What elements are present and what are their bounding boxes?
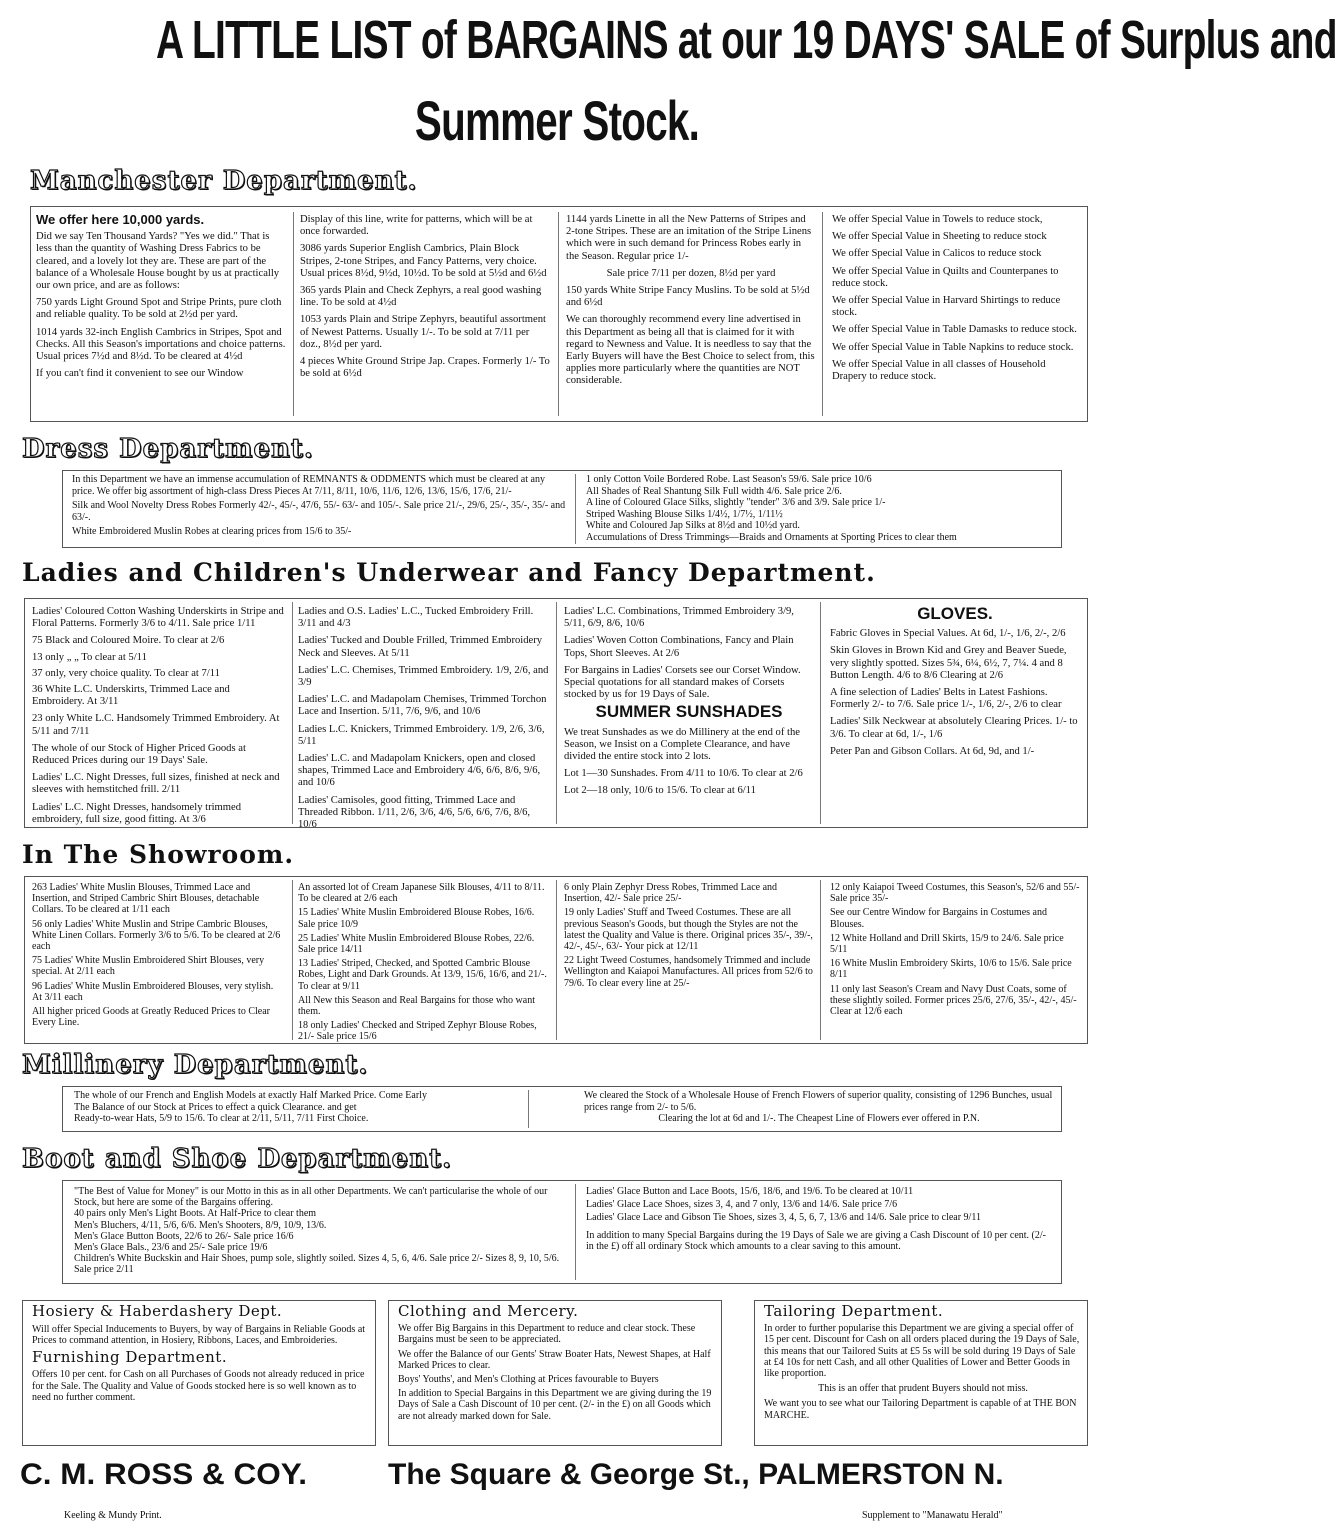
boot-right [586,1186,1056,1282]
ladies-col-3 [564,606,814,826]
text: 1 only Cotton Voile Bordered Robe. Last Season's 59/6. Sale price 10/6 [586,474,872,485]
text: 16 White Muslin Embroidery Skirts, 10/6 to 15/6. Sale price 8/11 [830,958,1072,981]
text: 12 only Kaiapoi Tweed Costumes, this Season's, 52/6 and 55/- Sale price 35/- [830,882,1080,905]
text: See our Centre Window for Bargains in Costumes and Blouses. [830,907,1047,930]
sunshades-title: SUMMER SUNSHADES [595,702,783,722]
divider [556,880,557,1040]
text: The whole of our Stock of Higher Priced Goods at Reduced Prices during our 19 Days' Sale. [32,742,246,767]
text: Display of this line, write for patterns, which will be at once forwarded. [300,214,533,238]
text: 96 Ladies' White Muslin Embroidered Blouses, very stylish. At 3/11 each [32,980,274,1003]
ladies-col-1 [32,606,284,826]
manchester-col-1 [36,214,286,418]
text: Did we say Ten Thousand Yards? "Yes we did." That is less than the quantity of Washing Dress Fabrics to be cleared, and a lovely lot they are. These are part of the balance of a Wholesale House bought by us at practically our own price, and are as follows: [36,231,280,292]
text: Ladies' Camisoles, good fitting, Trimmed Lace and Threaded Ribbon. 1/11, 2/6, 3/6, 4/6, 5/6, 6/6, 7/6, 8/6, 10/6 [298,794,531,831]
text: 23 only White L.C. Handsomely Trimmed Embroidery. At 5/11 and 7/11 [32,713,280,737]
hosiery-content [32,1302,368,1444]
text: We offer Special Value in Table Napkins to reduce stock. [832,341,1074,353]
store-address: The Square & George St., PALMERSTON N. [388,1458,1004,1491]
text: Ladies' L.C. and Madapolam Chemises, Trimmed Torchon Lace and Insertion. 5/11, 7/6, 9/6, and 10/6 [298,694,547,718]
showroom-col-1 [32,882,284,1040]
text: In this Department we have an immense accumulation of REMNANTS & ODDMENTS which must be cleared at any price. We offer big assortment of high-class Dress Pieces At 7/11, 8/11, 10/6, 11/6, 12/6, 13/6, 15/6, 17/6, 21/- [72,474,545,497]
divider [558,212,559,416]
text: Ladies L.C. Knickers, Trimmed Embroidery. 1/9, 2/6, 3/6, 5/11 [298,723,545,747]
text: Lot 1—30 Sunshades. From 4/11 to 10/6. To clear at 2/6 [564,768,803,780]
text: This is an offer that prudent Buyers should not miss. [818,1383,1028,1395]
boot-title: Boot and Shoe Department. [22,1144,453,1174]
text: "The Best of Value for Money" is our Motto in this as in all other Departments. We can't particularise the whole of our Stock, but here are some of the Bargains offering. [74,1186,548,1209]
text: White Embroidered Muslin Robes at clearing prices from 15/6 to 35/- [72,526,352,537]
dress-left [72,474,568,546]
dress-right [586,474,1056,546]
text: Skin Gloves in Brown Kid and Grey and Beaver Suede, very slightly spotted. Sizes 5¾, 6¼, 6½, 7, 7¼. 4 and 8 Button Length. 4/6 to 8/6 Clearing at 2/6 [830,645,1067,681]
text: Ladies' L.C. and Madapolam Knickers, open and closed shapes, Trimmed Lace and Embroidery 4/6, 6/6, 8/6, 9/6, and 10/6 [298,753,541,789]
printer-credit: Keeling & Mundy Print. [64,1510,162,1521]
divider [292,602,293,824]
text: In addition to many Special Bargains during the 19 Days of Sale we are giving a Cash Discount of 10 per cent. (2/- in the £) off all ordinary Stock which amounts to a clear saving to this amount. [586,1229,1046,1252]
text: Men's Bluchers, 4/11, 5/6, 6/6. Men's Shooters, 8/9, 10/9, 13/6. [74,1219,327,1231]
text: 19 only Ladies' Stuff and Tweed Costumes. These are all previous Season's Goods, but though the Styles are not the latest the Quality and Value is there. Original prices 35/-, 39/-, 42/-, 45/-, 63/- Your pick at 12/11 [564,907,813,953]
text: 1144 yards Linette in all the New Patterns of Stripes and 2-tone Stripes. These are an imitation of the Stripe Linens which were in such demand for Princess Robes early in the Season. Regular price 1/- [566,214,812,262]
manchester-col-2 [300,214,550,418]
text: Boys' Youths', and Men's Clothing at Prices favourable to Buyers [398,1374,659,1386]
text: 13 only „ „ To clear at 5/11 [32,651,147,663]
text: For Bargains in Ladies' Corsets see our Corset Window. Special quotations for all standard makes of Corsets stocked by us for 19 Days of Sale. [564,664,801,701]
text: All higher priced Goods at Greatly Reduced Prices to Clear Every Line. [32,1006,270,1029]
text: 4 pieces White Ground Stripe Jap. Crapes. Formerly 1/- To be sold at 6½d [300,356,550,380]
text: The whole of our French and English Models at exactly Half Marked Price. Come Early [74,1090,427,1101]
boot-left [74,1186,568,1282]
text: We treat Sunshades as we do Millinery at the end of the Season, we Insist on a Complete Clearance, and have divided the entire stock into 2 lots. [564,726,800,763]
text: We offer Special Value in Towels to reduce stock, [832,214,1043,225]
showroom-col-2 [298,882,550,1043]
text: We cleared the Stock of a Wholesale House of French Flowers of superior quality, consisting of 1296 Bunches, usual prices range from 2/- to 5/6. [584,1090,1053,1113]
text: We can thoroughly recommend every line advertised in this Department as being all that is claimed for it with regard to Newness and Value. It is needless to say that the Early Buyers will have the Best Choice to select from, this applies more particularly where the quantities are NOT considerable. [566,314,815,387]
dress-title: Dress Department. [22,434,314,464]
showroom-col-4 [830,882,1082,1040]
text: 75 Ladies' White Muslin Embroidered Shirt Blouses, very special. At 2/11 each [32,955,265,978]
text: 56 only Ladies' White Muslin and Stripe Cambric Blouses, White Linen Collars. Formerly 3/6 to 5/6. To be cleared at 2/6 each [32,918,281,953]
text: Ladies' L.C. Combinations, Trimmed Embroidery 3/9, 5/11, 6/9, 8/6, 10/6 [564,606,794,630]
store-name: C. M. ROSS & COY. [20,1458,308,1491]
text: 1053 yards Plain and Stripe Zephyrs, beautiful assortment of Newest Patterns. Usually 1/-. To be sold at 7/11 per doz., 8½d per yard. [300,314,546,350]
text: 750 yards Light Ground Spot and Stripe Prints, pure cloth and reliable quality. To be sold at 2½d per yard. [36,297,282,321]
text: 25 Ladies' White Muslin Embroidered Blouse Robes, 22/6. Sale price 14/11 [298,932,535,956]
text: We offer Special Value in Quilts and Counterpanes to reduce stock. [832,265,1059,289]
text: Striped Washing Blouse Silks 1/4½, 1/7½, 1/11½ [586,508,783,520]
text: Men's Glace Bals., 23/6 and 25/- Sale price 19/6 [74,1242,268,1254]
text: Ladies' Coloured Cotton Washing Underskirts in Stripe and Floral Patterns. Formerly 3/6 to 4/11. Sale price 1/11 [32,606,284,630]
divider [293,212,294,416]
text: Accumulations of Dress Trimmings—Braids and Ornaments at Sporting Prices to clear them [586,531,957,543]
text: Offers 10 per cent. for Cash on all Purchases of Goods not already reduced in price for the Sale. The Quality and Value of Goods stocked here is so well known as to need no further comment. [32,1369,365,1403]
text: We offer the Balance of our Gents' Straw Boater Hats, Newest Shapes, at Half Marked Prices to clear. [398,1348,711,1371]
text: Sale price 7/11 per dozen, 8½d per yard [606,267,776,279]
gloves-title: GLOVES. [917,604,993,623]
text: We offer Special Value in Calicos to reduce stock [832,248,1042,260]
text: Ladies' L.C. Night Dresses, full sizes, finished at neck and sleeves with hemstitched frill. 2/11 [32,772,280,796]
text: 263 Ladies' White Muslin Blouses, Trimmed Lace and Insertion, and Striped Cambric Shirt Blouses, detachable Collars. To be cleared at 1/11 each [32,882,260,916]
text: All New this Season and Real Bargains for those who want them. [298,994,535,1018]
text: Clearing the lot at 6d and 1/-. The Cheapest Line of Flowers ever offered in P.N. [658,1113,980,1124]
text: A fine selection of Ladies' Belts in Latest Fashions. Formerly 2/- to 7/6. Sale price 1/-, 1/6, 2/-, 2/6 to clear [830,687,1062,711]
text: 13 Ladies' Striped, Checked, and Spotted Cambric Blouse Robes, Light and Dark Grounds. At 13/9, 15/6, 16/6, and 21/-. To clear at 9/11 [298,958,547,992]
text: Men's Glace Button Boots, 22/6 to 26/- Sale price 16/6 [74,1230,294,1242]
tailoring-content [764,1302,1082,1444]
text: 1014 yards 32-inch English Cambrics in Stripes, Spot and Checks. All this Season's importations and choice patterns. Usual prices 7½d and 8½d. To be cleared at 4½d [36,326,286,363]
text: Ladies' L.C. Chemises, Trimmed Embroidery. 1/9, 2/6, and 3/9 [298,664,549,689]
text: In order to further popularise this Department we are giving a special offer of 15 per cent. Discount for Cash on all orders placed during the 19 Days of Sale, this means that our Tailored Suits at £5 5s will be sold during 19 Days of Sale at £4 10s for nett Cash, and all other Qualities of Lower and Better Goods in like proportion. [764,1323,1080,1380]
text: Ladies' Tucked and Double Frilled, Trimmed Embroidery Neck and Sleeves. At 5/11 [298,635,543,659]
text: Lot 2—18 only, 10/6 to 15/6. To clear at 6/11 [564,785,756,797]
text: 40 pairs only Men's Light Boots. At Half-Price to clear them [74,1208,317,1220]
manchester-col-4 [832,214,1082,418]
supplement-note: Supplement to "Manawatu Herald" [862,1510,1003,1521]
text: 11 only last Season's Cream and Navy Dust Coats, some of these slightly soiled. Former prices 25/6, 27/6, 35/-, 42/-, 45/- Clear at 12/6 each [830,983,1077,1018]
manchester-title: Manchester Department. [30,166,418,196]
text: 18 only Ladies' Checked and Striped Zephyr Blouse Robes, 21/- Sale price 15/6 [298,1020,537,1043]
divider [820,602,821,824]
furnishing-title: Furnishing Department. [32,1347,228,1366]
text: Children's White Buckskin and Hair Shoes, pump sole, slightly soiled. Sizes 4, 5, 6, 4/6. Sale price 2/- Sizes 8, 9, 10, 5/6. Sale price 2/11 [74,1253,560,1276]
divider [575,1184,576,1280]
text: The Balance of our Stock at Prices to effect a quick Clearance. and get [74,1101,357,1113]
text: We offer Special Value in Table Damasks to reduce stock. [832,324,1077,336]
text: 75 Black and Coloured Moire. To clear at 2/6 [32,635,225,647]
divider [820,880,821,1040]
headline-line-2: Summer Stock. [414,89,700,152]
text: Ladies' L.C. Night Dresses, handsomely trimmed embroidery, full size, good fitting. At 3/6 [32,801,242,825]
text: Ladies and O.S. Ladies' L.C., Tucked Embroidery Frill. 3/11 and 4/3 [298,606,534,630]
clothing-title: Clothing and Mercery. [398,1302,579,1320]
text: 6 only Plain Zephyr Dress Robes, Trimmed Lace and Insertion, 42/- Sale price 25/- [564,882,778,905]
divider [556,602,557,824]
text: Will offer Special Inducements to Buyers, by way of Bargains in Reliable Goods at Prices to command attention, in Hosiery, Ribbons, Laces, and Embroideries. [32,1323,366,1346]
showroom-title: In The Showroom. [22,840,295,869]
text: White and Coloured Jap Silks at 8½d and 10½d yard. [586,520,800,531]
ladies-col-2 [298,606,550,831]
text: All Shades of Real Shantung Silk Full width 4/6. Sale price 2/6. [586,485,842,497]
text: 12 White Holland and Drill Skirts, 15/9 to 24/6. Sale price 5/11 [830,932,1064,956]
text: In addition to Special Bargains in this Department we are giving during the 19 Days of Sale a Cash Discount of 10 per cent. (2/- in the £) on all Goods which are not already marked down for Sale. [398,1388,712,1422]
text: Ladies' Silk Neckwear at absolutely Clearing Prices. 1/- to 3/6. To clear at 6d, 1/-, 1/6 [830,716,1078,740]
text: Ladies' Glace Button and Lace Boots, 15/6, 18/6, and 19/6. To be cleared at 10/11 [586,1186,914,1197]
text: 3086 yards Superior English Cambrics, Plain Block Stripes, 2-tone Stripes, and Fancy Patterns, very choice. Usual prices 8½d, 9½d, 10½d. To be sold at 5½d and 6½d [300,243,547,279]
millinery-left [74,1090,520,1130]
text: Ladies' Glace Lace Shoes, sizes 3, 4, and 7 only, 13/6 and 14/6. Sale price 7/6 [586,1199,898,1211]
text: We offer Special Value in Sheeting to reduce stock [832,231,1047,243]
divider [822,212,823,416]
text: We offer here 10,000 yards. [36,212,205,227]
text: Silk and Wool Novelty Dress Robes Formerly 42/-, 45/-, 47/6, 55/- 63/- and 105/-. Sale price 21/-, 29/6, 25/-, 35/-, 35/- and 63/-. [72,500,566,523]
text: A line of Coloured Glace Silks, slightly "tender" 3/6 and 3/9. Sale price 1/- [586,497,886,508]
text: We offer Special Value in all classes of Household Drapery to reduce stock. [832,358,1046,383]
text: 365 yards Plain and Check Zephyrs, a real good washing line. To be sold at 4½d [300,285,542,309]
tailoring-title: Tailoring Department. [764,1302,944,1320]
clothing-content [398,1302,716,1444]
ladies-col-4 [830,606,1080,826]
text: 15 Ladies' White Muslin Embroidered Blouse Robes, 16/6. Sale price 10/9 [298,907,535,930]
ladies-title: Ladies and Children's Underwear and Fancy Department. [22,558,876,587]
divider [528,1090,529,1128]
showroom-col-3 [564,882,814,1040]
millinery-title: Millinery Department. [22,1050,369,1080]
text: We offer Special Value in Harvard Shirtings to reduce stock. [832,295,1061,319]
text: 37 only, very choice quality. To clear at 7/11 [32,667,220,679]
text: Fabric Gloves in Special Values. At 6d, 1/-, 1/6, 2/-, 2/6 [830,628,1066,640]
millinery-right [584,1090,1054,1130]
text: Peter Pan and Gibson Collars. At 6d, 9d, and 1/- [830,745,1035,757]
text: 22 Light Tweed Costumes, handsomely Trimmed and include Wellington and Kaiapoi Manufactures. All prices from 52/6 to 79/6. To clear every line at 25/- [564,955,813,989]
text: 150 yards White Stripe Fancy Muslins. To be sold at 5½d and 6½d [566,285,810,309]
text: Ladies' Woven Cotton Combinations, Fancy and Plain Tops, Short Sleeves. At 2/6 [564,635,794,659]
divider [292,880,293,1040]
text: An assorted lot of Cream Japanese Silk Blouses, 4/11 to 8/11. To be cleared at 2/6 each [298,882,545,905]
text: We offer Big Bargains in this Department to reduce and clear stock. These Bargains must be seen to be appreciated. [398,1323,696,1346]
text: Ready-to-wear Hats, 5/9 to 15/6. To clear at 2/11, 5/11, 7/11 First Choice. [74,1113,369,1124]
text: Ladies' Glace Lace and Gibson Tie Shoes, sizes 3, 4, 5, 6, 7, 13/6 and 14/6. Sale price to clear 9/11 [586,1212,981,1224]
headline-line-1: A LITTLE LIST of BARGAINS at our 19 DAYS' SALE of Surplus and [155,10,1337,70]
hosiery-title: Hosiery & Haberdashery Dept. [32,1302,283,1320]
text: We want you to see what our Tailoring Department is capable of at THE BON MARCHE. [764,1398,1077,1421]
text: 36 White L.C. Underskirts, Trimmed Lace and Embroidery. At 3/11 [32,684,230,708]
text: If you can't find it convenient to see our Window [36,368,244,380]
manchester-col-3 [566,214,816,418]
divider [575,474,576,544]
